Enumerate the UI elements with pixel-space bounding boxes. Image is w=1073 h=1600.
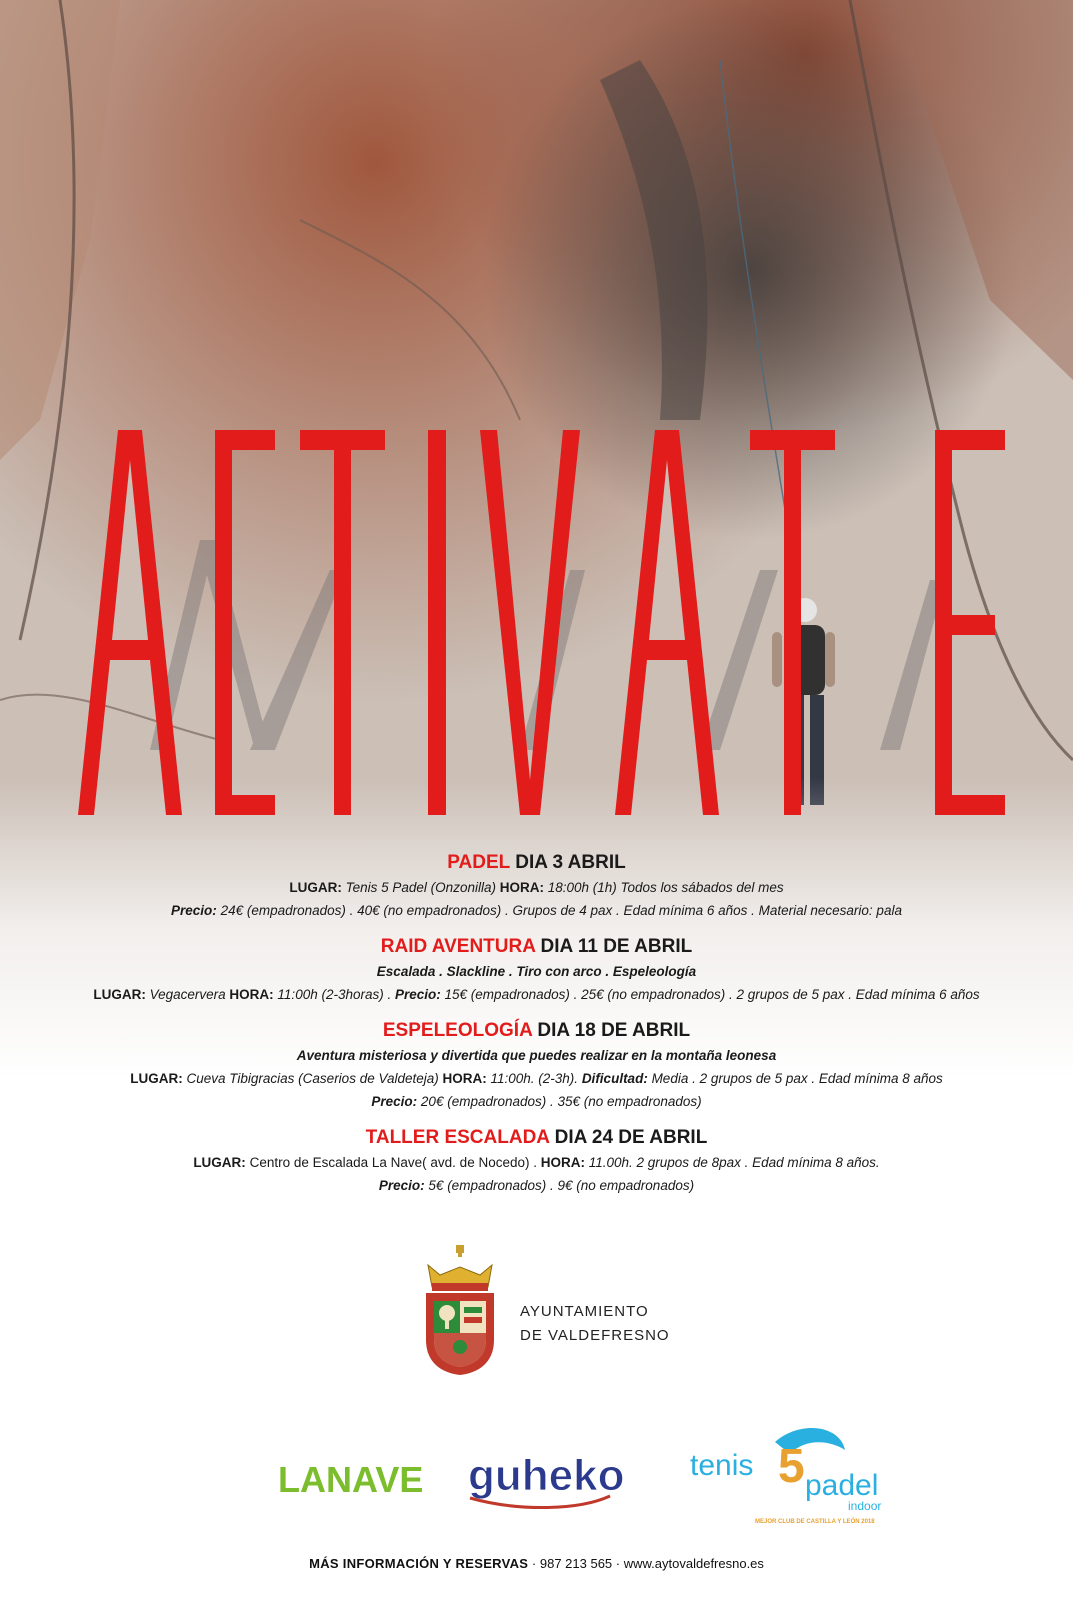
event-detail bbox=[0, 876, 1073, 899]
event-date: DIA 3 ABRIL bbox=[515, 852, 626, 873]
footer-phone: 987 213 565 bbox=[539, 1556, 613, 1571]
detail-text: Media . 2 grupos de 5 pax . Edad mínima 8 años bbox=[647, 1071, 943, 1086]
lanave-logo: LANAVE bbox=[278, 1459, 424, 1500]
detail-text: Cueva Tibigracias (Caserios de Valdeteja) bbox=[182, 1071, 443, 1086]
event-name: ESPELEOLOGÍA bbox=[382, 1020, 533, 1041]
event-heading bbox=[0, 934, 1073, 960]
activate-title bbox=[0, 420, 1073, 840]
label: Precio: bbox=[371, 1094, 418, 1109]
detail-text: 11.00h. 2 grupos de 8pax . Edad mínima 8 años. bbox=[584, 1155, 880, 1170]
event-date: DIA 24 DE ABRIL bbox=[554, 1127, 708, 1148]
label: Precio: bbox=[378, 1178, 425, 1193]
event-name: TALLER ESCALADA bbox=[365, 1127, 550, 1148]
event-espeleologia bbox=[0, 1018, 1073, 1113]
events-list bbox=[0, 850, 1073, 1209]
event-heading bbox=[0, 850, 1073, 876]
event-date: DIA 18 DE ABRIL bbox=[537, 1020, 691, 1041]
event-subtitle: Aventura misteriosa y divertida que puedes realizar en la montaña leonesa bbox=[296, 1048, 777, 1063]
title-letters bbox=[78, 430, 1005, 815]
event-heading bbox=[0, 1018, 1073, 1044]
event-detail bbox=[0, 983, 1073, 1006]
label: Precio: bbox=[395, 987, 441, 1002]
ayuntamiento-line1: AYUNTAMIENTO bbox=[520, 1303, 649, 1320]
event-raid-aventura bbox=[0, 934, 1073, 1006]
detail-text: 18:00h (1h) Todos los sábados del mes bbox=[543, 880, 784, 895]
event-date: DIA 11 DE ABRIL bbox=[540, 936, 693, 957]
label: Dificultad: bbox=[581, 1071, 648, 1086]
indoor-text: indoor bbox=[848, 1499, 882, 1513]
detail-text: 20€ (empadronados) . 35€ (no empadronados) bbox=[417, 1094, 702, 1109]
event-heading bbox=[0, 1125, 1073, 1151]
coat-of-arms-icon bbox=[420, 1245, 500, 1375]
label: LUGAR: bbox=[93, 987, 146, 1002]
ayuntamiento-name bbox=[520, 1300, 670, 1348]
event-padel bbox=[0, 850, 1073, 922]
label: Precio: bbox=[171, 903, 217, 918]
detail-text: Tenis 5 Padel (Onzonilla) bbox=[341, 880, 500, 895]
detail-text: 5€ (empadronados) . 9€ (no empadronados) bbox=[424, 1178, 695, 1193]
sponsor-logos bbox=[0, 1420, 1073, 1540]
footer-label: MÁS INFORMACIÓN Y RESERVAS bbox=[309, 1556, 529, 1571]
event-detail bbox=[0, 1174, 1073, 1197]
detail-text: 11:00h. (2-3h). bbox=[486, 1071, 582, 1086]
event-name: RAID AVENTURA bbox=[380, 936, 536, 957]
detail-text: Vegacervera bbox=[145, 987, 230, 1002]
event-detail bbox=[0, 1067, 1073, 1090]
guheko-logo: guheko bbox=[468, 1451, 625, 1500]
label: LUGAR: bbox=[130, 1071, 183, 1086]
label: HORA: bbox=[540, 1155, 585, 1170]
event-subtitle: Escalada . Slackline . Tiro con arco . Espeleología bbox=[376, 964, 697, 979]
event-detail bbox=[0, 1090, 1073, 1113]
label: HORA: bbox=[442, 1071, 487, 1086]
label: LUGAR: bbox=[193, 1155, 246, 1170]
ayuntamiento-line2: DE VALDEFRESNO bbox=[520, 1327, 670, 1344]
footer-contact bbox=[0, 1556, 1073, 1571]
event-detail bbox=[0, 1151, 1073, 1174]
five-glyph: 5 bbox=[778, 1440, 805, 1493]
footer-web: www.aytovaldefresno.es bbox=[623, 1556, 764, 1571]
label: HORA: bbox=[499, 880, 544, 895]
detail-text: 11:00h (2-3horas) . bbox=[273, 987, 395, 1002]
event-name: PADEL bbox=[447, 852, 510, 873]
footer-sep: · bbox=[615, 1556, 624, 1571]
tenis-tagline: MEJOR CLUB DE CASTILLA Y LEÓN 2018 bbox=[755, 1519, 875, 1525]
label: LUGAR: bbox=[289, 880, 342, 895]
tenis-text: tenis bbox=[690, 1449, 754, 1482]
event-taller-escalada bbox=[0, 1125, 1073, 1197]
label: HORA: bbox=[229, 987, 274, 1002]
padel-text: padel bbox=[805, 1469, 879, 1502]
event-detail bbox=[0, 899, 1073, 922]
detail-text: Centro de Escalada La Nave( avd. de Nocedo) . bbox=[245, 1155, 541, 1170]
footer-sep: · bbox=[531, 1556, 540, 1571]
detail-text: 24€ (empadronados) . 40€ (no empadronados) . Grupos de 4 pax . Edad mínima 6 años . Material necesario: pala bbox=[216, 903, 902, 918]
detail-text: 15€ (empadronados) . 25€ (no empadronados) . 2 grupos de 5 pax . Edad mínima 6 años bbox=[440, 987, 980, 1002]
